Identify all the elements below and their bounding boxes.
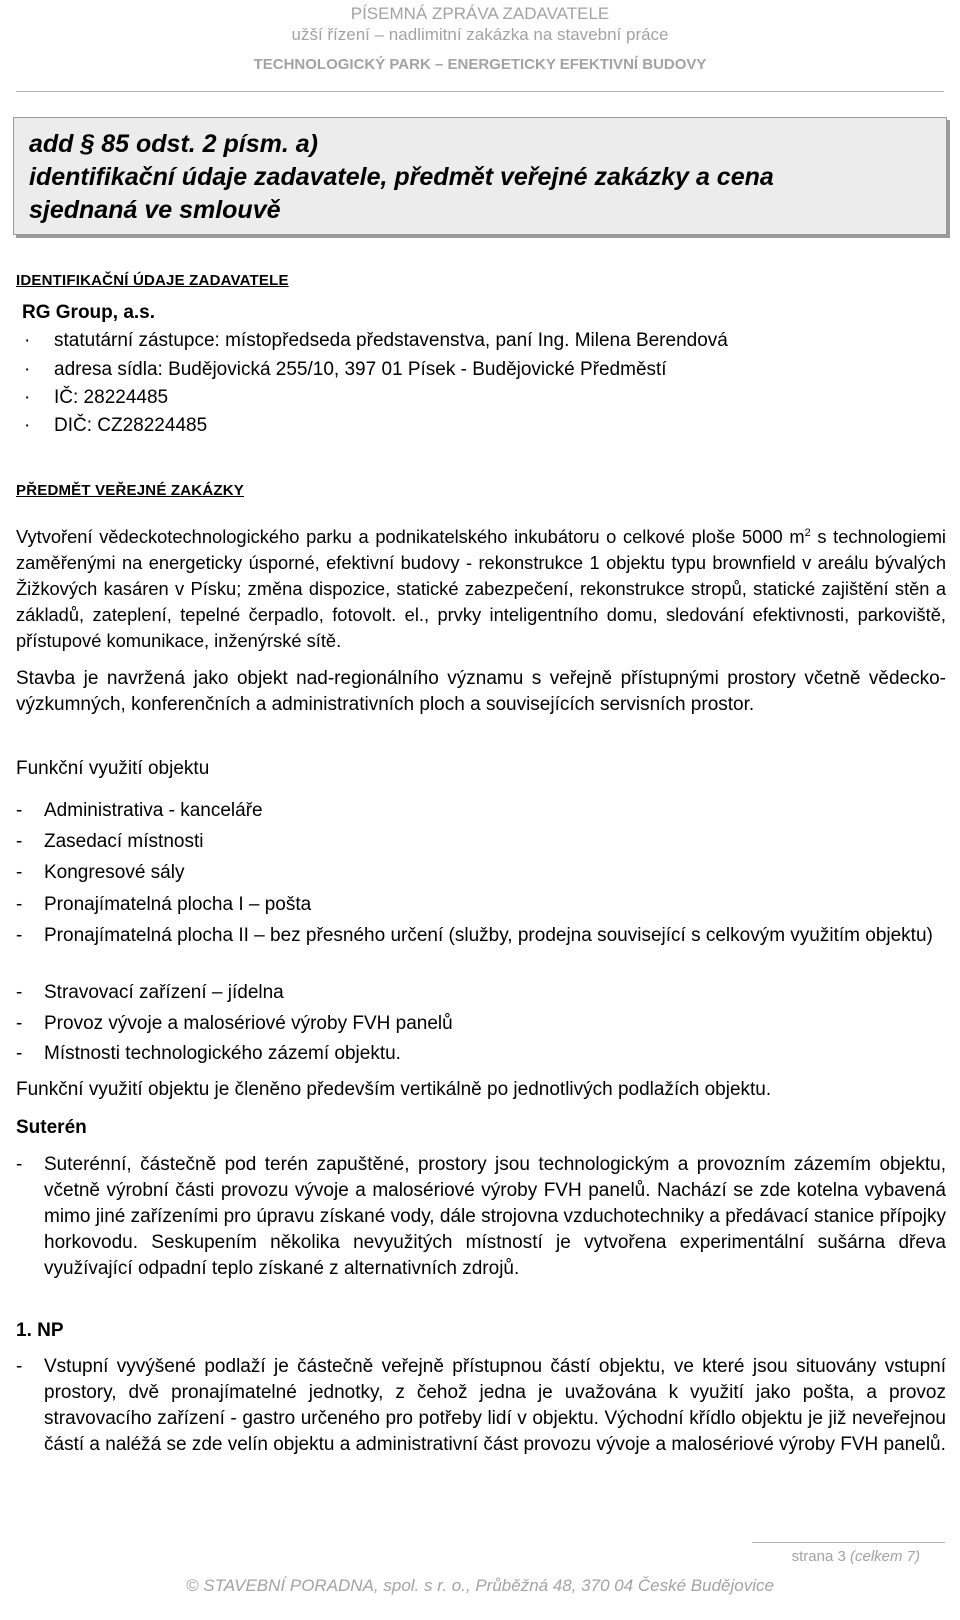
subject-description: [16, 520, 946, 654]
function-heading: Funkční využití objektu: [16, 758, 210, 779]
dash-bullet: -: [16, 982, 23, 1003]
first-floor-text: Vstupní vyvýšené podlaží je částečně veřejně přístupnou částí objektu, ve které jsou situovány vstupní prostory, dvě pronajímatelné jednotky, z čehož jedna je uvažována k využití jako pošta, a provoz stravovacího zařízení - gastro určeného pro potřeby lidí v objektu. Východní křídlo objektu je již neveřejnou částí a naléžá se zde velín objektu a administrativní část provozu vývoje a malosériové výroby FVH panelů.: [44, 1356, 946, 1455]
list-item: [16, 860, 946, 886]
list-item: [16, 892, 946, 918]
header-title: PÍSEMNÁ ZPRÁVA ZADAVATELE: [350, 4, 610, 23]
description-part-1: Vytvoření vědeckotechnologického parku a podnikatelského inkubátoru o celkové ploše 5000 m: [16, 526, 805, 548]
bullet-item: [24, 357, 667, 383]
bullet-text: DIČ: CZ28224485: [54, 415, 208, 436]
bullet-item: [24, 328, 728, 354]
subheading-basement: Suterén: [16, 1117, 87, 1138]
list-item-text: Administrativa - kanceláře: [44, 800, 263, 821]
superscript: 2: [804, 527, 811, 539]
title-line-2: identifikační údaje zadavatele, předmět veřejné zakázky a cena: [29, 163, 774, 191]
section-heading-identification: IDENTIFIKAČNÍ ÚDAJE ZADAVATELE: [16, 272, 289, 289]
bullet-text: adresa sídla: Budějovická 255/10, 397 01 Písek - Budějovické Předměstí: [54, 359, 667, 380]
header-project: TECHNOLOGICKÝ PARK – ENERGETICKY EFEKTIVNÍ BUDOVY: [253, 56, 707, 73]
list-item: [16, 1041, 946, 1067]
header-divider: [16, 91, 944, 92]
dash-bullet: -: [16, 1356, 23, 1377]
header-subtitle: užší řízení – nadlimitní zakázka na stavební práce: [291, 25, 669, 44]
dash-bullet: -: [16, 925, 23, 946]
bullet-text: IČ: 28224485: [54, 387, 169, 408]
subheading-first-floor: 1. NP: [16, 1320, 64, 1341]
footer-divider: [752, 1542, 945, 1543]
bullet-item: [24, 413, 207, 439]
description-part-2: s technologiemi zaměřenými na energeticky úsporné, efektivní budovy - rekonstrukce 1 objektu typu brownfield v areálu bývalých Žižkových kasáren v Písku; změna dispozice, statické zabezpečení, rekonstrukce stropů, statické zajištění stěn a základů, zateplení, tepelné čerpadlo, fotovolt. el., prvky inteligentního domu, sledování efektivnosti, parkoviště, přístupové komunikace, inženýrské sítě.: [16, 526, 946, 652]
bullet-icon: ·: [24, 359, 31, 380]
bullet-icon: ·: [24, 330, 31, 351]
page-label: strana 3: [791, 1548, 846, 1565]
list-item: [16, 1011, 946, 1037]
list-item-text: Zasedací místnosti: [44, 831, 204, 852]
dash-bullet: -: [16, 831, 23, 852]
bullet-icon: ·: [24, 415, 31, 436]
first-floor-description: [16, 1354, 946, 1458]
footer-company: © STAVEBNÍ PORADNA, spol. s r. o., Průběžná 48, 370 04 České Budějovice: [186, 1576, 774, 1595]
section-title-box: [13, 117, 947, 235]
basement-text: Suterénní, částečně pod terén zapuštěné, prostory jsou technologickým a provozním zázemím objektu, včetně výrobní části provozu vývoje a malosériové výroby FVH panelů. Nachází se zde kotelna vybavená mimo jiné zařízeními pro úpravu získané vody, dále strojovna vzduchotechniky a předávací stanice přípojky horkovodu. Seskupením několika nevyužitých místností je vytvořena experimentální sušárna dřeva využívající odpadní teplo získané z alternativních zdrojů.: [44, 1154, 946, 1279]
page-number: [792, 1548, 920, 1565]
title-line-3: sjednaná ve smlouvě: [29, 196, 281, 224]
bullet-text: statutární zástupce: místopředseda představenstva, paní Ing. Milena Berendová: [54, 330, 728, 351]
list-item: [16, 923, 946, 949]
list-item-text: Místnosti technologického zázemí objektu.: [44, 1043, 401, 1064]
building-description: Stavba je navržená jako objekt nad-regionálního významu s veřejně přístupnými prostory včetně vědecko-výzkumných, konferenčních a administrativních ploch a souvisejících servisních prostor.: [16, 668, 946, 715]
list-item: [16, 829, 946, 855]
bullet-icon: ·: [24, 387, 31, 408]
dash-bullet: -: [16, 894, 23, 915]
vertical-division-note: Funkční využití objektu je členěno především vertikálně po jednotlivých podlažích objektu.: [16, 1079, 772, 1100]
list-item-text: Provoz vývoje a malosériové výroby FVH panelů: [44, 1013, 453, 1034]
list-item-text: Kongresové sály: [44, 862, 185, 883]
list-item: [16, 798, 946, 824]
dash-bullet: -: [16, 1013, 23, 1034]
dash-bullet: -: [16, 800, 23, 821]
list-item: [16, 980, 946, 1006]
dash-bullet: -: [16, 1043, 23, 1064]
list-item-text: Pronajímatelná plocha II – bez přesného určení (služby, prodejna související s celkovým využitím objektu): [44, 925, 933, 946]
section-heading-subject: PŘEDMĚT VEŘEJNÉ ZAKÁZKY: [16, 482, 244, 499]
basement-description: [16, 1152, 946, 1282]
bullet-item: [24, 385, 168, 411]
page-total: (celkem 7): [849, 1548, 920, 1565]
list-item-text: Stravovací zařízení – jídelna: [44, 982, 284, 1003]
company-name: RG Group, a.s.: [22, 302, 156, 323]
dash-bullet: -: [16, 1154, 23, 1175]
list-item-text: Pronajímatelná plocha I – pošta: [44, 894, 312, 915]
dash-bullet: -: [16, 862, 23, 883]
title-line-1: add § 85 odst. 2 písm. a): [29, 130, 318, 158]
